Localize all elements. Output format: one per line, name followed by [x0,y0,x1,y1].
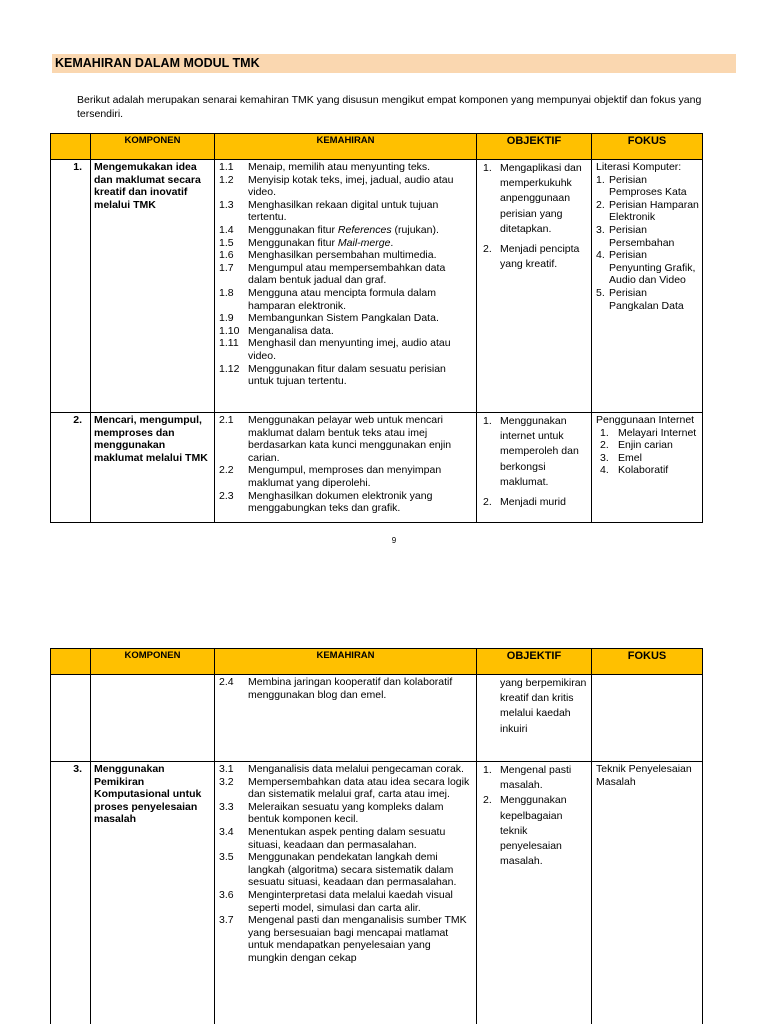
fokus-cell [592,675,703,762]
focus-item: 3. Emel [600,451,642,464]
row-number: 1. [51,160,91,413]
skill-item: 1.3 Menghasilkan rekaan digital untuk tujuan tertentu. [219,198,439,224]
table-header-row [51,134,703,160]
skill-item: 1.10 Menganalisa data. [219,324,334,337]
kemahiran-cell [215,762,477,1024]
skill-item: 3.3 Meleraikan sesuatu yang kompleks dalam bentuk komponen kecil. [219,800,444,826]
section-title: KEMAHIRAN DALAM MODUL TMK [52,54,736,73]
skill-item: 1.7 Mengumpul atau mempersembahkan data dalam bentuk jadual dan graf. [219,261,446,287]
objektif-cell [477,160,592,413]
focus-item: 2. Perisian Hamparan Elektronik [596,198,699,224]
skill-item: 1.2 Menyisip kotak teks, imej, jadual, audio atau video. [219,173,454,199]
header-blank [51,649,91,675]
row-number: 2. [51,413,91,523]
table-row [51,160,703,413]
skill-item: 3.7 Mengenal pasti dan menganalisis sumber TMK yang bersesuaian bagi mencapai matlamat untuk mendapatkan penyelesaian yang mungkin dengan cekap [219,914,467,964]
objective-item: 1. Mengenal pasti masalah. [483,764,572,792]
fokus-cell [592,160,703,413]
skill-item: 2.2 Mengumpul, memproses dan menyimpan maklumat yang diperolehi. [219,464,442,489]
objektif-cell [477,675,592,762]
focus-title: Teknik Penyelesaian Masalah [596,763,692,788]
komponen-cell [91,675,215,762]
header-fokus: FOKUS [592,134,703,160]
header-objektif: OBJEKTIF [477,649,592,675]
header-objektif: OBJEKTIF [477,134,592,160]
focus-title: Literasi Komputer: [596,161,682,173]
focus-item: 1. Perisian Pemproses Kata [596,173,687,199]
skill-item: 3.1 Menganalisis data melalui pengecaman corak. [219,763,464,775]
objective-item: 1. Mengaplikasi dan memperkukuhk anpenggunaan perisian yang ditetapkan. [483,162,582,235]
objective-item: 2. Menjadi murid [483,496,566,509]
focus-item: 1. Melayari Internet [600,426,697,439]
header-kemahiran: KEMAHIRAN [215,649,477,675]
objective-item: 2. Menggunakan kepelbagaian teknik penyelesaian masalah. [483,794,567,868]
intro-paragraph: Berikut adalah merupakan senarai kemahiran TMK yang disusun mengikut empat komponen yang mempunyai objektif dan fokus yang tersendiri. [77,94,702,120]
skills-table-part-1 [50,133,703,523]
page-number: 9 [391,536,397,545]
komponen-cell: Mencari, mengumpul, memproses dan menggunakan maklumat melalui TMK [91,413,215,523]
skill-item: 2.4 Membina jaringan kooperatif dan kolaboratif menggunakan blog dan emel. [219,676,453,701]
skill-item: 3.6 Menginterpretasi data melalui kaedah visual seperti model, simulasi dan carta alir. [219,888,453,914]
focus-item: 5. Perisian Pangkalan Data [596,286,684,312]
skill-item: 1.1 Menaip, memilih atau menyunting teks. [219,161,431,173]
fokus-cell [592,762,703,1024]
focus-title: Penggunaan Internet [596,414,695,426]
focus-item: 2. Enjin carian [600,439,673,452]
table-row [51,675,703,762]
skills-table-part-2 [50,648,703,1024]
focus-item: 4. Perisian Penyunting Grafik, Audio dan Video [596,249,696,287]
skill-item: 1.9 Membangunkan Sistem Pangkalan Data. [219,312,439,325]
objective-continuation: yang berpemikiran kreatif dan kritis melalui kaedah inkuiri [500,677,587,735]
skill-item: 3.4 Menentukan aspek penting dalam sesuatu situasi, keadaan dan permasalahan. [219,825,446,851]
kemahiran-cell [215,675,477,762]
header-komponen: KOMPONEN [91,134,215,160]
objektif-cell [477,762,592,1024]
kemahiran-cell [215,413,477,523]
table-row [51,413,703,523]
table-row [51,762,703,1024]
komponen-cell: Mengemukakan idea dan maklumat secara kreatif dan inovatif melalui TMK [91,160,215,413]
skill-item: 1.5 Menggunakan fitur Mail-merge. [219,236,394,249]
header-komponen: KOMPONEN [91,649,215,675]
skill-item: 1.11 Menghasil dan menyunting imej, audio atau video. [219,337,451,362]
header-kemahiran: KEMAHIRAN [215,134,477,160]
skill-item: 1.12 Menggunakan fitur dalam sesuatu perisian untuk tujuan tertentu. [219,362,446,388]
skill-item: 1.8 Mengguna atau mencipta formula dalam hamparan elektronik. [219,286,436,312]
table-header-row [51,649,703,675]
header-blank [51,134,91,160]
objective-item: 1. Menggunakan internet untuk memperoleh dan berkongsi maklumat. [483,415,579,488]
objective-item: 2. Menjadi pencipta yang kreatif. [483,243,580,271]
skill-item: 1.4 Menggunakan fitur References (rujukan). [219,223,439,236]
row-number: 3. [51,762,91,1024]
focus-item: 4. Kolaboratif [600,464,669,477]
skill-item: 1.6 Menghasilkan persembahan multimedia. [219,249,437,262]
focus-item: 3. Perisian Persembahan [596,223,675,249]
row-number [51,675,91,762]
objektif-cell [477,413,592,523]
skill-item: 3.5 Menggunakan pendekatan langkah demi langkah (algoritma) secara sistematik dalam sesuatu situasi, keadaan dan permasalahan. [219,851,457,889]
skill-item: 3.2 Mempersembahkan data atau idea secara logik dan sistematik melalui graf, carta atau imej. [219,775,470,801]
fokus-cell [592,413,703,523]
komponen-cell: Menggunakan Pemikiran Komputasional untuk proses penyelesaian masalah [91,762,215,1024]
skill-item: 2.3 Menghasilkan dokumen elektronik yang menggabungkan teks dan grafik. [219,489,433,515]
header-fokus: FOKUS [592,649,703,675]
kemahiran-cell [215,160,477,413]
skill-item: 2.1 Menggunakan pelayar web untuk mencari maklumat dalam bentuk teks atau imej berdasarkan kata kunci menggunakan enjin carian. [219,414,452,464]
